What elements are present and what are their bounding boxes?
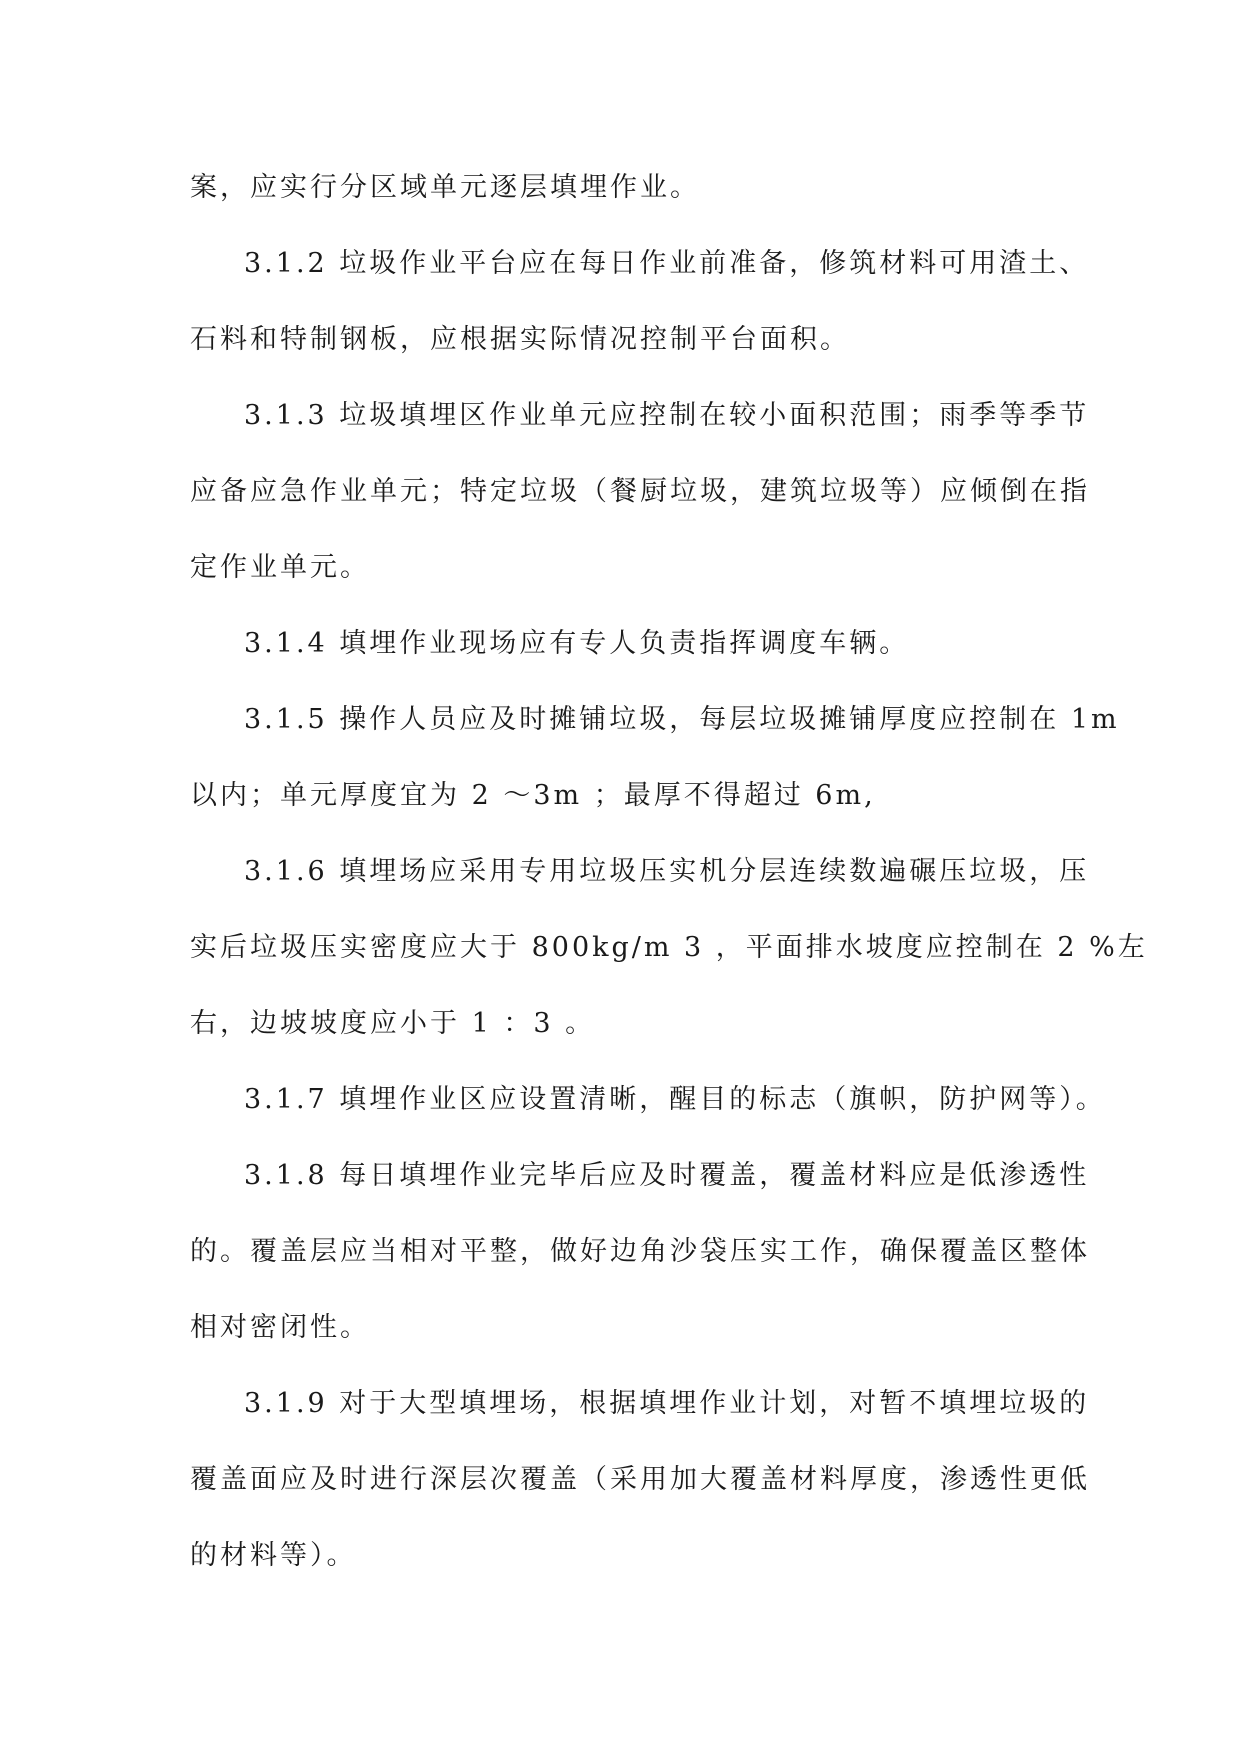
text-line: 相对密闭性。 (190, 1312, 370, 1343)
text-line: 定作业单元。 (190, 552, 370, 583)
text-line: 实后垃圾压实密度应大于 800kg/m 3 ，平面排水坡度应控制在 2 %左 (190, 932, 1148, 963)
text-line: 案，应实行分区域单元逐层填埋作业。 (190, 172, 700, 203)
text-line: 的材料等）。 (190, 1540, 357, 1571)
text-line: 以内；单元厚度宜为 2 ～3m ；最厚不得超过 6m, (190, 780, 876, 811)
clause-3-1-2: 3.1.2 垃圾作业平台应在每日作业前准备，修筑材料可用渣土、 (244, 248, 1090, 279)
clause-3-1-4: 3.1.4 填埋作业现场应有专人负责指挥调度车辆。 (244, 628, 910, 659)
text-line: 的。覆盖层应当相对平整，做好边角沙袋压实工作，确保覆盖区整体 (190, 1236, 1090, 1267)
clause-3-1-5: 3.1.5 操作人员应及时摊铺垃圾，每层垃圾摊铺厚度应控制在 1m (244, 704, 1120, 735)
clause-3-1-6: 3.1.6 填埋场应采用专用垃圾压实机分层连续数遍碾压垃圾，压 (244, 856, 1090, 887)
text-line: 石料和特制钢板，应根据实际情况控制平台面积。 (190, 324, 850, 355)
clause-3-1-8: 3.1.8 每日填埋作业完毕后应及时覆盖，覆盖材料应是低渗透性 (244, 1160, 1090, 1191)
clause-3-1-7: 3.1.7 填埋作业区应设置清晰，醒目的标志（旗帜，防护网等）。 (244, 1084, 1106, 1115)
clause-3-1-3: 3.1.3 垃圾填埋区作业单元应控制在较小面积范围；雨季等季节 (244, 400, 1090, 431)
text-line: 应备应急作业单元；特定垃圾（餐厨垃圾，建筑垃圾等）应倾倒在指 (190, 476, 1090, 507)
text-line: 覆盖面应及时进行深层次覆盖（采用加大覆盖材料厚度，渗透性更低 (190, 1464, 1090, 1495)
clause-3-1-9: 3.1.9 对于大型填埋场，根据填埋作业计划，对暂不填埋垃圾的 (244, 1388, 1090, 1419)
text-line: 右，边坡坡度应小于 1 ：3 。 (190, 1008, 596, 1039)
